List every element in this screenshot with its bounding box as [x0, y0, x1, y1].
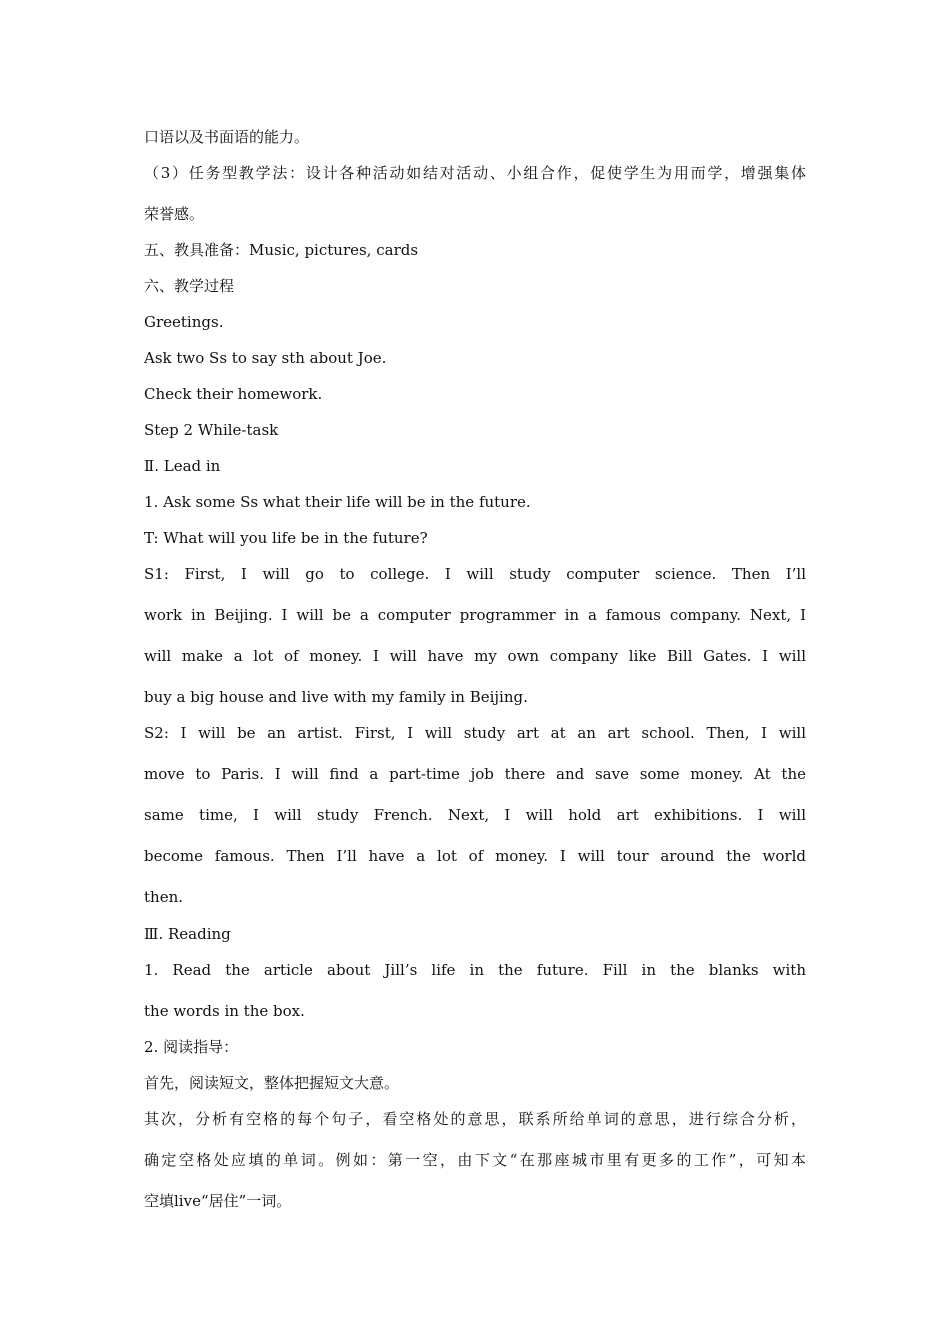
subsection-heading: Ⅲ. Reading [144, 925, 231, 943]
text-line: 1. Ask some Ss what their life will be in the future. [144, 493, 531, 511]
text-line: Greetings. [144, 313, 224, 331]
step-heading: Step 2 While-task [144, 421, 279, 439]
text-line: move to Paris. I will find a part-time job there and save some money. At the [144, 765, 806, 783]
text-line: 其次，分析有空格的每个句子，看空格处的意思，联系所给单词的意思，进行综合分析， [144, 1110, 806, 1128]
text-line: become famous. Then I’ll have a lot of money. I will tour around the world [144, 847, 806, 865]
text-line: 首先，阅读短文，整体把握短文大意。 [144, 1074, 400, 1092]
text-line: Ask two Ss to say sth about Joe. [144, 349, 387, 367]
text-line: 2. 阅读指导： [144, 1038, 239, 1056]
text-line: same time, I will study French. Next, I will hold art exhibitions. I will [144, 806, 806, 824]
text-line: 空填live“居住”一词。 [144, 1192, 292, 1210]
text-line: 1. Read the article about Jill’s life in the future. Fill in the blanks with [144, 961, 806, 979]
text-line: S2: I will be an artist. First, I will study art at an art school. Then, I will [144, 724, 806, 742]
text-line: S1: First, I will go to college. I will study computer science. Then I’ll [144, 565, 806, 583]
text-line: 确定空格处应填的单词。例如：第一空，由下文“在那座城市里有更多的工作”，可知本 [144, 1151, 806, 1169]
text-line: （3）任务型教学法：设计各种活动如结对活动、小组合作，促使学生为用而学，增强集体 [144, 164, 806, 182]
text-line: the words in the box. [144, 1002, 305, 1020]
text-line: Check their homework. [144, 385, 323, 403]
text-line: will make a lot of money. I will have my own company like Bill Gates. I will [144, 647, 806, 665]
text-line: work in Beijing. I will be a computer programmer in a famous company. Next, I [144, 606, 806, 624]
text-line: T: What will you life be in the future? [144, 529, 428, 547]
section-heading: 六、教学过程 [144, 277, 235, 295]
text-line: then. [144, 888, 183, 906]
text-line: 五、教具准备：Music, pictures, cards [144, 241, 419, 259]
text-line: 口语以及书面语的能力。 [144, 128, 310, 146]
text-line: 荣誉感。 [144, 205, 205, 223]
text-line: buy a big house and live with my family in Beijing. [144, 688, 528, 706]
subsection-heading: Ⅱ. Lead in [144, 457, 221, 475]
